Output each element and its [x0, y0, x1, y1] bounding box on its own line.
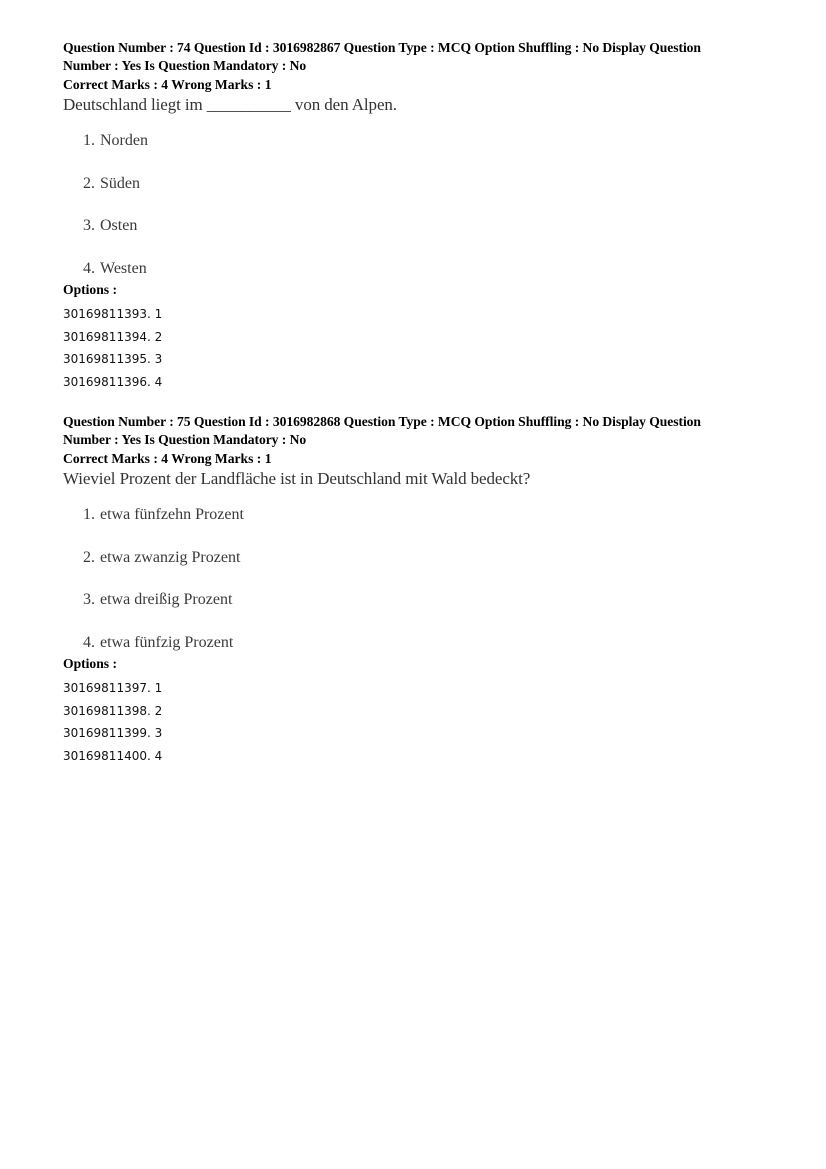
question-marks: Correct Marks : 4 Wrong Marks : 1 — [63, 451, 272, 466]
options-label: Options : — [63, 282, 118, 297]
choice-number: 4. — [83, 633, 95, 651]
choice-list — [63, 505, 773, 675]
choice-number: 2. — [83, 174, 95, 192]
option-id-list — [63, 303, 773, 393]
question-block — [63, 39, 773, 393]
question-header-line2: Number : Yes Is Question Mandatory : No — [63, 432, 307, 447]
options-label: Options : — [63, 656, 118, 671]
choice-text: Westen — [100, 259, 147, 277]
choice-item — [83, 548, 773, 591]
option-id: 30169811398. 2 — [63, 703, 163, 718]
choice-item — [83, 131, 773, 174]
choice-text: Osten — [100, 217, 138, 234]
question-header-line2: Number : Yes Is Question Mandatory : No — [63, 58, 307, 73]
question-header — [63, 39, 773, 75]
choice-text: etwa dreißig Prozent — [100, 591, 233, 608]
option-id: 30169811400. 4 — [63, 748, 163, 763]
choice-number: 3. — [83, 217, 95, 234]
choice-item — [83, 590, 773, 633]
choice-text: Norden — [100, 132, 148, 149]
option-id: 30169811393. 1 — [63, 307, 163, 321]
question-stem: Deutschland liegt im __________ von den Alpen. — [63, 95, 397, 114]
choice-text: Süden — [100, 174, 140, 192]
question-block — [63, 413, 773, 767]
choice-text: etwa fünfzig Prozent — [100, 633, 234, 651]
choice-text: etwa fünfzehn Prozent — [100, 506, 244, 523]
choice-number: 1. — [83, 506, 95, 523]
question-stem: Wieviel Prozent der Landfläche ist in Deutschland mit Wald bedeckt? — [63, 469, 531, 488]
choice-item — [83, 174, 773, 217]
option-id: 30169811397. 1 — [63, 681, 163, 695]
choice-number: 1. — [83, 132, 95, 149]
choice-item — [83, 505, 773, 548]
option-id: 30169811394. 2 — [63, 329, 163, 344]
choice-item — [83, 216, 773, 259]
choice-number: 3. — [83, 591, 95, 608]
option-id: 30169811395. 3 — [63, 352, 163, 366]
option-id: 30169811396. 4 — [63, 374, 163, 389]
choice-number: 2. — [83, 548, 95, 566]
question-header — [63, 413, 773, 449]
choice-text: etwa zwanzig Prozent — [100, 548, 241, 566]
question-header-line1: Question Number : 74 Question Id : 3016982867 Question Type : MCQ Option Shuffling : No Display Question — [63, 40, 701, 55]
question-marks: Correct Marks : 4 Wrong Marks : 1 — [63, 77, 272, 92]
question-header-line1: Question Number : 75 Question Id : 3016982868 Question Type : MCQ Option Shuffling : No Display Question — [63, 414, 701, 429]
choice-list — [63, 131, 773, 301]
option-id-list — [63, 677, 773, 767]
choice-number: 4. — [83, 259, 95, 277]
option-id: 30169811399. 3 — [63, 726, 163, 740]
